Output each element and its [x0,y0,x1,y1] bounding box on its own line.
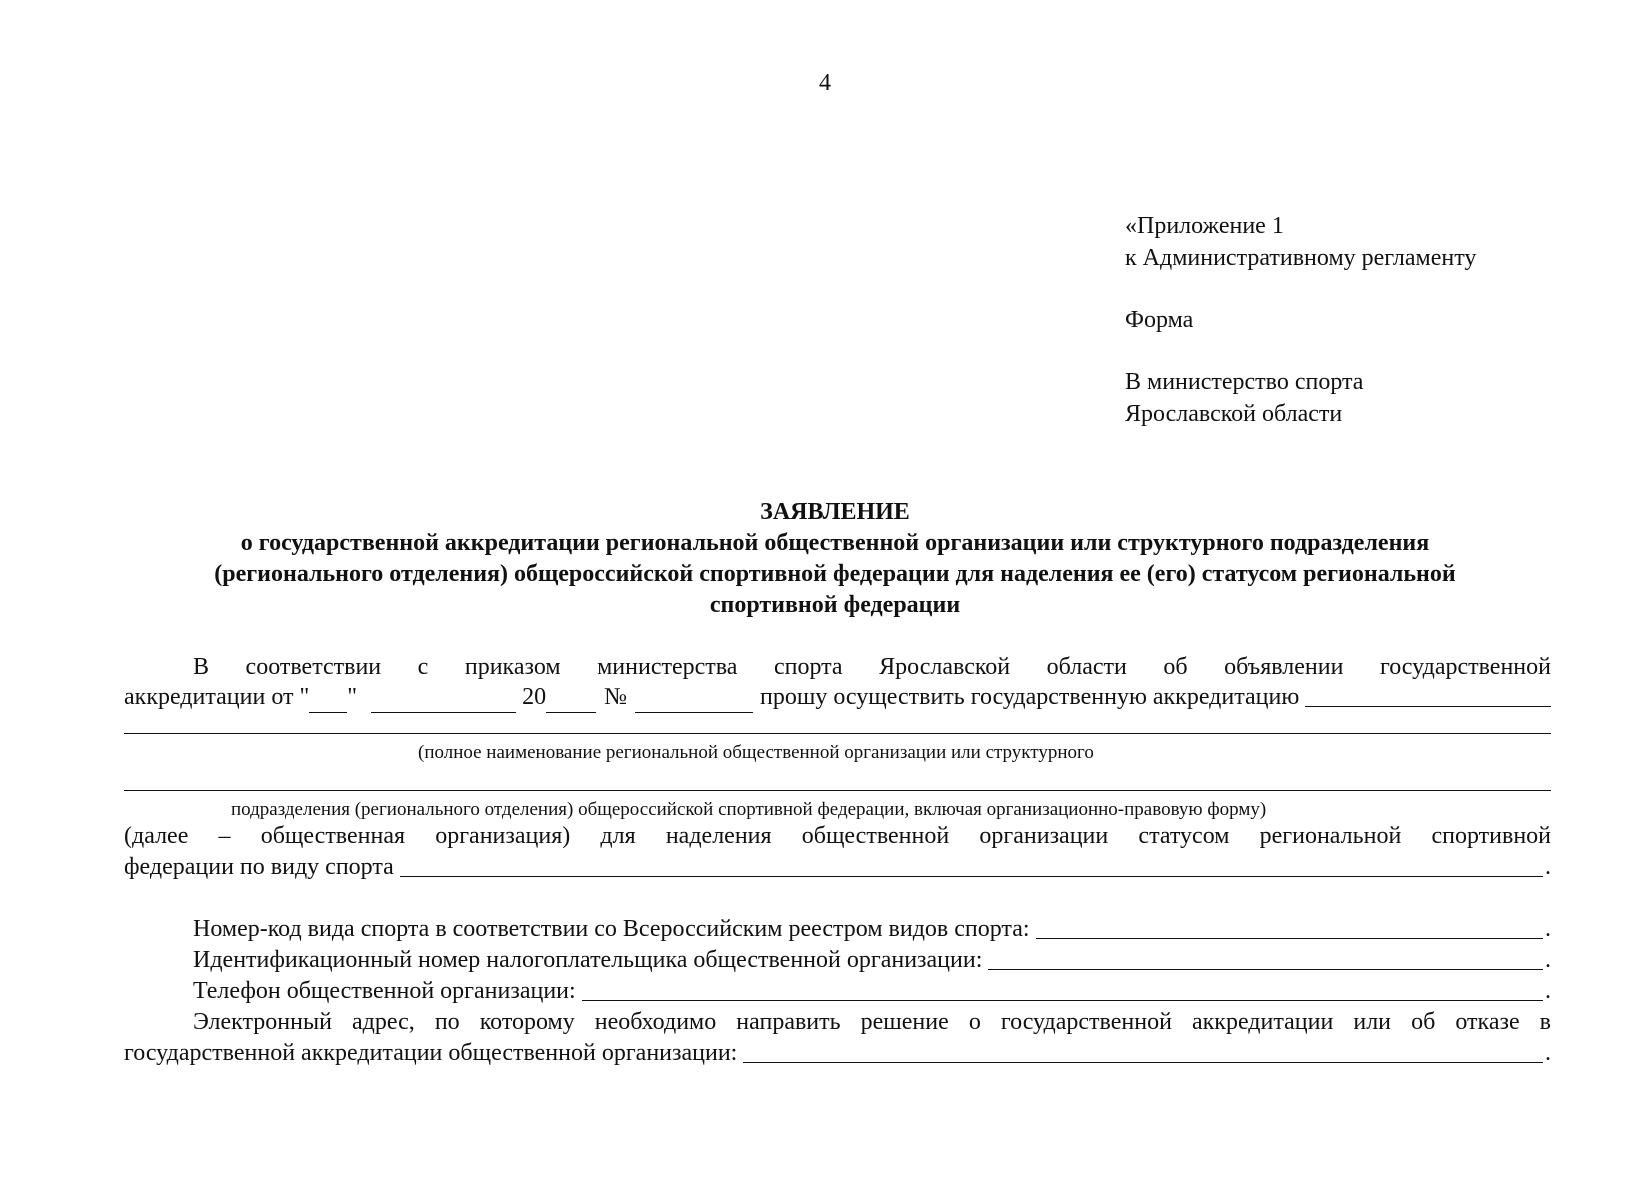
para2-line-1: (далее – общественная организация) для наделения общественной организации статусом региональной спортивной [124,823,1551,849]
phone-field[interactable] [582,999,1543,1001]
sport-field[interactable] [400,875,1543,877]
period: . [1545,947,1551,973]
phone-label: Телефон общественной организации: [193,978,576,1004]
regulation-label: к Административному регламенту [1125,245,1477,271]
title-subtitle-line-1: о государственной аккредитации региональной общественной организации или структурного подразделения [240,530,1430,556]
title-subtitle-line-3: спортивной федерации [709,592,961,618]
addressee-block [1125,210,1476,430]
year-prefix: 20 [522,684,547,710]
date-month-field[interactable] [371,690,516,713]
caption-subdivision: подразделения (регионального отделения) общероссийской спортивной федерации, включая организационно-правовую форму) [231,799,1267,820]
form-label: Форма [1125,307,1194,333]
organization-name-line-1[interactable] [124,733,1551,734]
email-field[interactable] [743,1061,1543,1063]
para2-line-2 [124,852,1551,883]
para1-line-2 [124,682,1551,713]
quote-mark: " [347,684,358,710]
inn-field[interactable] [988,968,1543,970]
email-label: государственной аккредитации общественной организации: [124,1040,738,1066]
request-label: прошу осуществить государственную аккредитацию [760,684,1300,710]
period: . [1545,854,1551,880]
page-number: 4 [819,70,831,96]
period: . [1545,1040,1551,1066]
recipient-line-1: В министерство спорта [1125,369,1364,395]
email-row [124,1038,1551,1069]
caption-full-name: (полное наименование региональной общественной организации или структурного [418,742,1094,763]
date-day-field[interactable] [309,690,347,713]
sport-label: федерации по виду спорта [124,854,394,880]
accreditation-from-label: аккредитации от " [124,684,310,710]
sport-code-row [193,914,1551,945]
inn-row [193,945,1551,976]
date-year-field[interactable] [546,690,596,713]
sport-code-label: Номер-код вида спорта в соответствии со Всероссийским реестром видов спорта: [193,916,1030,942]
document-title [120,497,1550,621]
organization-name-field-start[interactable] [1305,705,1551,707]
sport-code-field[interactable] [1036,937,1543,939]
phone-row [193,976,1551,1007]
recipient-line-2: Ярославской области [1125,401,1343,427]
appendix-label: «Приложение 1 [1125,213,1284,239]
title-heading: ЗАЯВЛЕНИЕ [760,499,910,525]
inn-label: Идентификационный номер налогоплательщика общественной организации: [193,947,983,973]
period: . [1545,978,1551,1004]
number-sign: № [604,684,627,710]
email-line-1: Электронный адрес, по которому необходимо направить решение о государственной аккредитации или об отказе в [193,1009,1551,1035]
organization-name-line-2[interactable] [124,790,1551,791]
period: . [1545,916,1551,942]
order-number-field[interactable] [635,690,753,713]
title-subtitle-line-2: (регионального отделения) общероссийской спортивной федерации для наделения ее (его) статусом региональной [214,561,1456,587]
para1-line-1: В соответствии с приказом министерства спорта Ярославской области об объявлении государственной [193,654,1551,680]
